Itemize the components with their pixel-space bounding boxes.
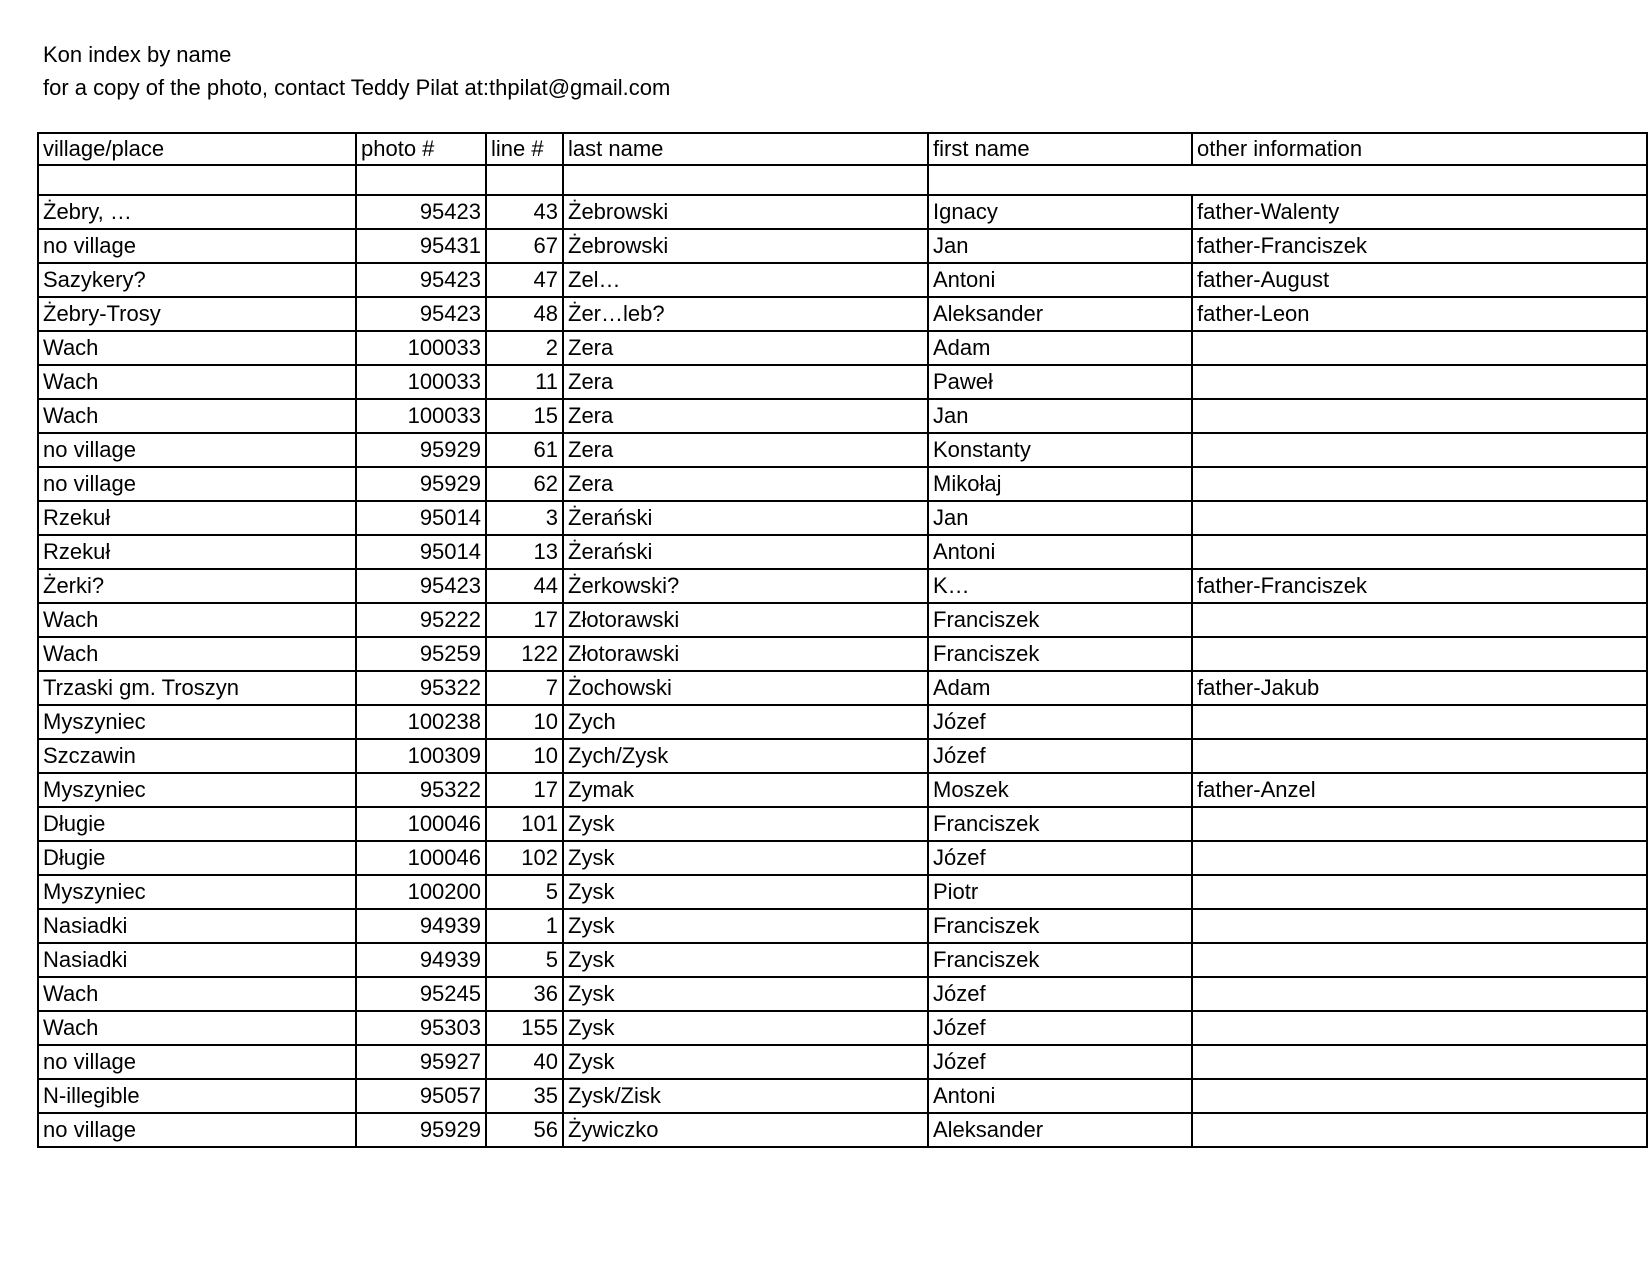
village-cell: Wach bbox=[38, 977, 356, 1011]
last-name-cell: Zysk/Zisk bbox=[563, 1079, 928, 1113]
first-name-cell: Franciszek bbox=[928, 603, 1192, 637]
column-header-photo: photo # bbox=[356, 133, 486, 165]
column-header-village: village/place bbox=[38, 133, 356, 165]
village-cell: Nasiadki bbox=[38, 943, 356, 977]
other-info-cell bbox=[1192, 399, 1647, 433]
photo-number-cell: 95322 bbox=[356, 773, 486, 807]
photo-number-cell: 95431 bbox=[356, 229, 486, 263]
last-name-cell: Zera bbox=[563, 467, 928, 501]
other-info-cell: father-Anzel bbox=[1192, 773, 1647, 807]
first-name-cell: Aleksander bbox=[928, 297, 1192, 331]
other-info-cell bbox=[1192, 909, 1647, 943]
table-header-row bbox=[38, 133, 1647, 165]
photo-number-cell: 95303 bbox=[356, 1011, 486, 1045]
photo-number-cell: 95014 bbox=[356, 501, 486, 535]
last-name-cell: Zych/Zysk bbox=[563, 739, 928, 773]
other-info-cell bbox=[1192, 875, 1647, 909]
photo-number-cell: 95014 bbox=[356, 535, 486, 569]
table-row bbox=[38, 603, 1647, 637]
last-name-cell: Zych bbox=[563, 705, 928, 739]
table-row bbox=[38, 943, 1647, 977]
first-name-cell: K… bbox=[928, 569, 1192, 603]
photo-number-cell: 100033 bbox=[356, 331, 486, 365]
other-info-cell bbox=[1192, 705, 1647, 739]
first-name-cell: Józef bbox=[928, 841, 1192, 875]
table-row bbox=[38, 841, 1647, 875]
table-row bbox=[38, 1045, 1647, 1079]
other-info-cell bbox=[1192, 603, 1647, 637]
village-cell: Wach bbox=[38, 331, 356, 365]
table-row bbox=[38, 535, 1647, 569]
column-header-other-info: other information bbox=[1192, 133, 1647, 165]
line-number-cell: 155 bbox=[486, 1011, 563, 1045]
other-info-cell bbox=[1192, 807, 1647, 841]
line-number-cell: 67 bbox=[486, 229, 563, 263]
village-cell: Myszyniec bbox=[38, 875, 356, 909]
table-row bbox=[38, 637, 1647, 671]
other-info-cell: father-Franciszek bbox=[1192, 229, 1647, 263]
last-name-cell: Zera bbox=[563, 365, 928, 399]
table-row bbox=[38, 331, 1647, 365]
village-cell: Żebry-Trosy bbox=[38, 297, 356, 331]
village-cell: Nasiadki bbox=[38, 909, 356, 943]
line-number-cell: 1 bbox=[486, 909, 563, 943]
first-name-cell: Jan bbox=[928, 399, 1192, 433]
table-row bbox=[38, 773, 1647, 807]
first-name-cell: Antoni bbox=[928, 263, 1192, 297]
photo-number-cell: 100200 bbox=[356, 875, 486, 909]
first-name-cell: Józef bbox=[928, 977, 1192, 1011]
table-row bbox=[38, 977, 1647, 1011]
first-name-cell: Józef bbox=[928, 1045, 1192, 1079]
last-name-cell: Zysk bbox=[563, 943, 928, 977]
line-number-cell: 61 bbox=[486, 433, 563, 467]
name-index-table bbox=[37, 132, 1648, 1148]
table-row bbox=[38, 705, 1647, 739]
line-number-cell: 122 bbox=[486, 637, 563, 671]
spacer-cell bbox=[928, 165, 1647, 195]
table-row bbox=[38, 569, 1647, 603]
spacer-cell bbox=[356, 165, 486, 195]
line-number-cell: 17 bbox=[486, 603, 563, 637]
column-header-line: line # bbox=[486, 133, 563, 165]
first-name-cell: Franciszek bbox=[928, 807, 1192, 841]
first-name-cell: Jan bbox=[928, 501, 1192, 535]
photo-number-cell: 100033 bbox=[356, 365, 486, 399]
last-name-cell: Zera bbox=[563, 399, 928, 433]
table-row bbox=[38, 297, 1647, 331]
first-name-cell: Józef bbox=[928, 705, 1192, 739]
last-name-cell: Żerański bbox=[563, 535, 928, 569]
village-cell: Rzekuł bbox=[38, 535, 356, 569]
line-number-cell: 40 bbox=[486, 1045, 563, 1079]
photo-number-cell: 95929 bbox=[356, 433, 486, 467]
village-cell: Żerki? bbox=[38, 569, 356, 603]
table-row bbox=[38, 365, 1647, 399]
first-name-cell: Adam bbox=[928, 671, 1192, 705]
last-name-cell: Złotorawski bbox=[563, 603, 928, 637]
line-number-cell: 56 bbox=[486, 1113, 563, 1147]
first-name-cell: Józef bbox=[928, 739, 1192, 773]
photo-number-cell: 94939 bbox=[356, 909, 486, 943]
photo-number-cell: 100046 bbox=[356, 807, 486, 841]
line-number-cell: 3 bbox=[486, 501, 563, 535]
table-row bbox=[38, 739, 1647, 773]
other-info-cell bbox=[1192, 331, 1647, 365]
other-info-cell bbox=[1192, 467, 1647, 501]
other-info-cell bbox=[1192, 943, 1647, 977]
village-cell: no village bbox=[38, 1045, 356, 1079]
line-number-cell: 7 bbox=[486, 671, 563, 705]
first-name-cell: Adam bbox=[928, 331, 1192, 365]
photo-number-cell: 95423 bbox=[356, 297, 486, 331]
first-name-cell: Antoni bbox=[928, 535, 1192, 569]
first-name-cell: Paweł bbox=[928, 365, 1192, 399]
village-cell: N-illegible bbox=[38, 1079, 356, 1113]
first-name-cell: Józef bbox=[928, 1011, 1192, 1045]
photo-number-cell: 95423 bbox=[356, 195, 486, 229]
line-number-cell: 11 bbox=[486, 365, 563, 399]
line-number-cell: 47 bbox=[486, 263, 563, 297]
table-row bbox=[38, 399, 1647, 433]
line-number-cell: 10 bbox=[486, 739, 563, 773]
last-name-cell: Zera bbox=[563, 331, 928, 365]
first-name-cell: Mikołaj bbox=[928, 467, 1192, 501]
first-name-cell: Piotr bbox=[928, 875, 1192, 909]
other-info-cell bbox=[1192, 1045, 1647, 1079]
last-name-cell: Zysk bbox=[563, 909, 928, 943]
table-row bbox=[38, 1113, 1647, 1147]
other-info-cell: father-Walenty bbox=[1192, 195, 1647, 229]
table-row bbox=[38, 263, 1647, 297]
last-name-cell: Żerkowski? bbox=[563, 569, 928, 603]
other-info-cell bbox=[1192, 501, 1647, 535]
line-number-cell: 48 bbox=[486, 297, 563, 331]
document-title: Kon index by name bbox=[43, 42, 232, 67]
other-info-cell bbox=[1192, 1011, 1647, 1045]
village-cell: Sazykery? bbox=[38, 263, 356, 297]
last-name-cell: Zysk bbox=[563, 977, 928, 1011]
village-cell: no village bbox=[38, 433, 356, 467]
village-cell: Trzaski gm. Troszyn bbox=[38, 671, 356, 705]
other-info-cell bbox=[1192, 1113, 1647, 1147]
village-cell: Wach bbox=[38, 1011, 356, 1045]
other-info-cell: father-August bbox=[1192, 263, 1647, 297]
photo-number-cell: 95222 bbox=[356, 603, 486, 637]
last-name-cell: Zysk bbox=[563, 1011, 928, 1045]
last-name-cell: Żerański bbox=[563, 501, 928, 535]
line-number-cell: 10 bbox=[486, 705, 563, 739]
document-header bbox=[43, 38, 670, 104]
other-info-cell bbox=[1192, 365, 1647, 399]
table-row bbox=[38, 909, 1647, 943]
spacer-cell bbox=[38, 165, 356, 195]
other-info-cell bbox=[1192, 739, 1647, 773]
other-info-cell bbox=[1192, 433, 1647, 467]
photo-number-cell: 95423 bbox=[356, 263, 486, 297]
other-info-cell bbox=[1192, 841, 1647, 875]
table-row bbox=[38, 229, 1647, 263]
spacer-cell bbox=[563, 165, 928, 195]
village-cell: Wach bbox=[38, 603, 356, 637]
last-name-cell: Zysk bbox=[563, 807, 928, 841]
line-number-cell: 101 bbox=[486, 807, 563, 841]
other-info-cell: father-Jakub bbox=[1192, 671, 1647, 705]
first-name-cell: Franciszek bbox=[928, 909, 1192, 943]
last-name-cell: Zysk bbox=[563, 841, 928, 875]
village-cell: Wach bbox=[38, 365, 356, 399]
photo-number-cell: 100033 bbox=[356, 399, 486, 433]
photo-number-cell: 95245 bbox=[356, 977, 486, 1011]
last-name-cell: Zymak bbox=[563, 773, 928, 807]
last-name-cell: Żochowski bbox=[563, 671, 928, 705]
first-name-cell: Antoni bbox=[928, 1079, 1192, 1113]
line-number-cell: 43 bbox=[486, 195, 563, 229]
photo-number-cell: 95057 bbox=[356, 1079, 486, 1113]
last-name-cell: Zysk bbox=[563, 1045, 928, 1079]
last-name-cell: Zera bbox=[563, 433, 928, 467]
last-name-cell: Żebrowski bbox=[563, 229, 928, 263]
line-number-cell: 36 bbox=[486, 977, 563, 1011]
line-number-cell: 5 bbox=[486, 875, 563, 909]
line-number-cell: 5 bbox=[486, 943, 563, 977]
other-info-cell bbox=[1192, 977, 1647, 1011]
table-body bbox=[38, 195, 1647, 1147]
table-row bbox=[38, 807, 1647, 841]
village-cell: no village bbox=[38, 467, 356, 501]
line-number-cell: 44 bbox=[486, 569, 563, 603]
photo-number-cell: 95927 bbox=[356, 1045, 486, 1079]
table-row bbox=[38, 875, 1647, 909]
last-name-cell: Zysk bbox=[563, 875, 928, 909]
table-row bbox=[38, 501, 1647, 535]
first-name-cell: Aleksander bbox=[928, 1113, 1192, 1147]
first-name-cell: Moszek bbox=[928, 773, 1192, 807]
village-cell: no village bbox=[38, 1113, 356, 1147]
line-number-cell: 62 bbox=[486, 467, 563, 501]
photo-number-cell: 95322 bbox=[356, 671, 486, 705]
photo-number-cell: 100238 bbox=[356, 705, 486, 739]
village-cell: no village bbox=[38, 229, 356, 263]
village-cell: Długie bbox=[38, 807, 356, 841]
photo-number-cell: 94939 bbox=[356, 943, 486, 977]
table-row bbox=[38, 1079, 1647, 1113]
line-number-cell: 102 bbox=[486, 841, 563, 875]
other-info-cell: father-Franciszek bbox=[1192, 569, 1647, 603]
line-number-cell: 13 bbox=[486, 535, 563, 569]
village-cell: Szczawin bbox=[38, 739, 356, 773]
village-cell: Myszyniec bbox=[38, 705, 356, 739]
column-header-last-name: last name bbox=[563, 133, 928, 165]
village-cell: Wach bbox=[38, 637, 356, 671]
photo-number-cell: 95929 bbox=[356, 1113, 486, 1147]
line-number-cell: 35 bbox=[486, 1079, 563, 1113]
photo-number-cell: 95423 bbox=[356, 569, 486, 603]
first-name-cell: Konstanty bbox=[928, 433, 1192, 467]
first-name-cell: Jan bbox=[928, 229, 1192, 263]
village-cell: Długie bbox=[38, 841, 356, 875]
last-name-cell: Żywiczko bbox=[563, 1113, 928, 1147]
last-name-cell: Żer…leb? bbox=[563, 297, 928, 331]
line-number-cell: 17 bbox=[486, 773, 563, 807]
other-info-cell bbox=[1192, 1079, 1647, 1113]
other-info-cell bbox=[1192, 637, 1647, 671]
other-info-cell bbox=[1192, 535, 1647, 569]
village-cell: Rzekuł bbox=[38, 501, 356, 535]
table-row bbox=[38, 671, 1647, 705]
photo-number-cell: 95929 bbox=[356, 467, 486, 501]
spacer-cell bbox=[486, 165, 563, 195]
village-cell: Wach bbox=[38, 399, 356, 433]
photo-number-cell: 100309 bbox=[356, 739, 486, 773]
contact-note: for a copy of the photo, contact Teddy Pilat at:thpilat@gmail.com bbox=[43, 75, 671, 100]
column-header-first-name: first name bbox=[928, 133, 1192, 165]
village-cell: Żebry, … bbox=[38, 195, 356, 229]
last-name-cell: Zel… bbox=[563, 263, 928, 297]
table-row bbox=[38, 1011, 1647, 1045]
first-name-cell: Franciszek bbox=[928, 637, 1192, 671]
village-cell: Myszyniec bbox=[38, 773, 356, 807]
first-name-cell: Ignacy bbox=[928, 195, 1192, 229]
line-number-cell: 15 bbox=[486, 399, 563, 433]
table-row bbox=[38, 195, 1647, 229]
last-name-cell: Złotorawski bbox=[563, 637, 928, 671]
photo-number-cell: 100046 bbox=[356, 841, 486, 875]
last-name-cell: Żebrowski bbox=[563, 195, 928, 229]
first-name-cell: Franciszek bbox=[928, 943, 1192, 977]
table-row bbox=[38, 433, 1647, 467]
line-number-cell: 2 bbox=[486, 331, 563, 365]
other-info-cell: father-Leon bbox=[1192, 297, 1647, 331]
table-row bbox=[38, 467, 1647, 501]
photo-number-cell: 95259 bbox=[356, 637, 486, 671]
spacer-row bbox=[38, 165, 1647, 195]
